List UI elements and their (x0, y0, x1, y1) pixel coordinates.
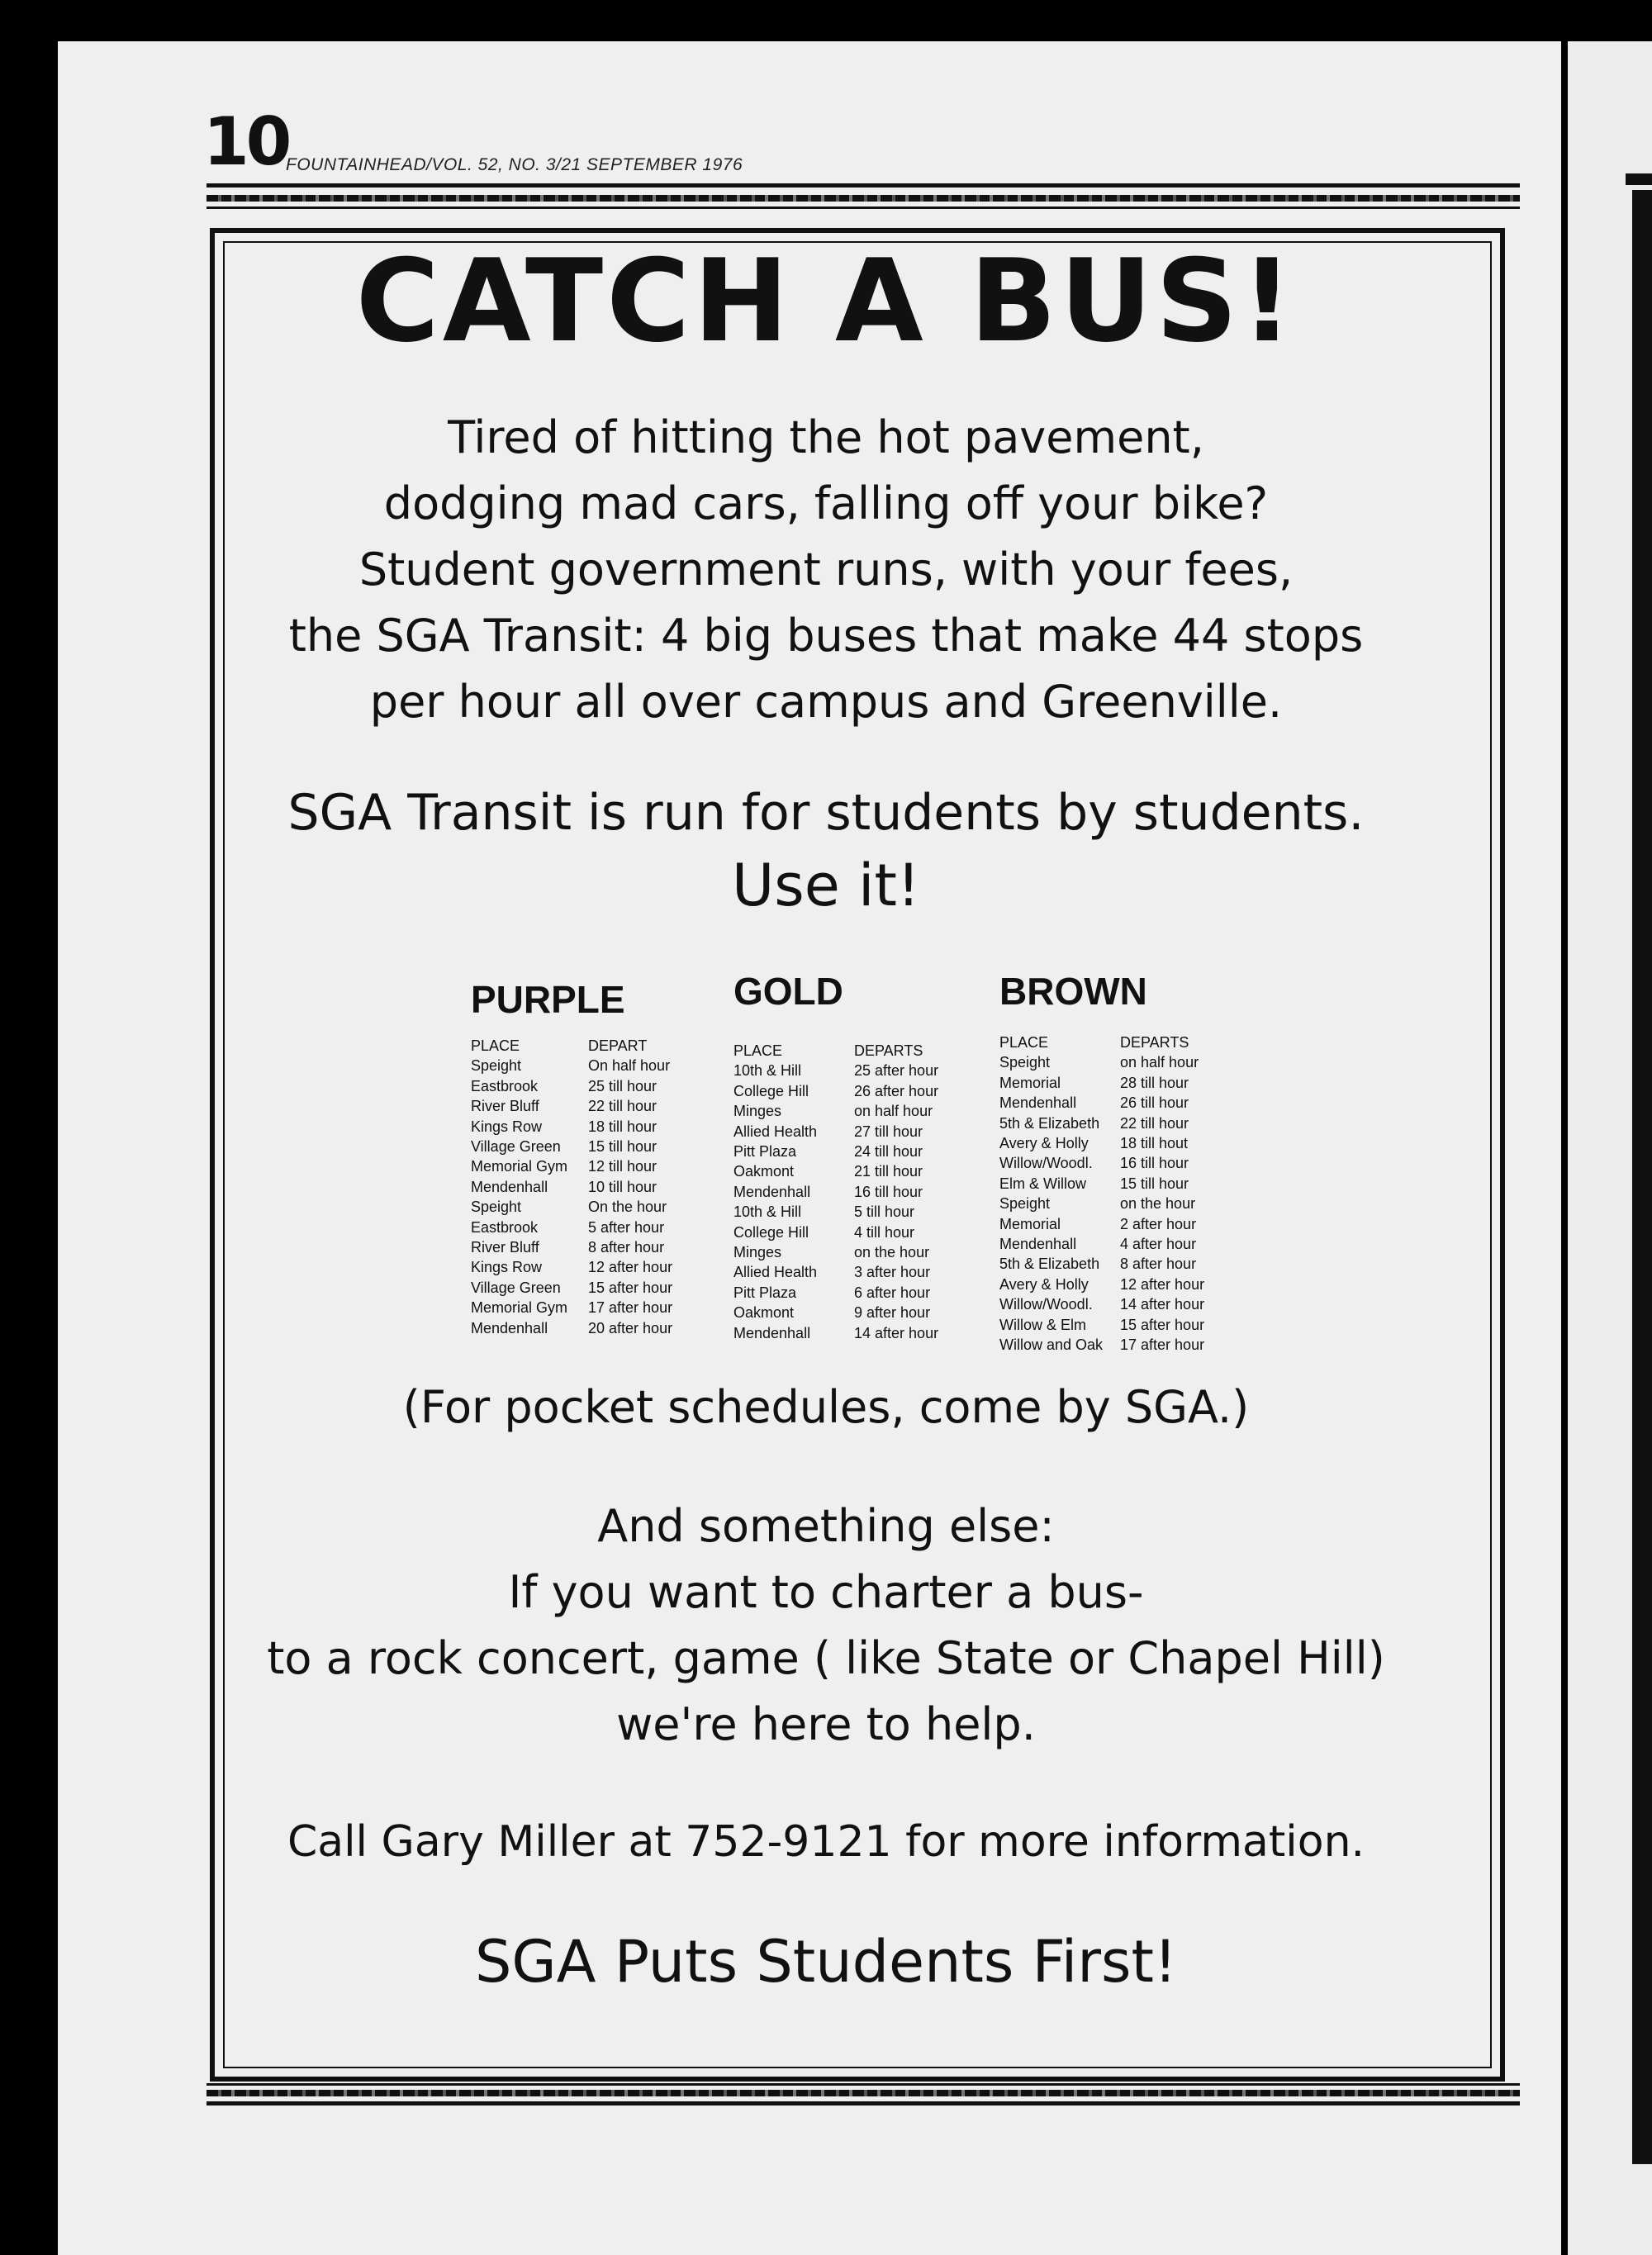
slogan: SGA Puts Students First! (475, 1928, 1177, 1996)
route-purple (471, 975, 712, 1338)
contact-line: Call Gary Miller at 752-9121 for more information. (287, 1817, 1365, 1867)
depart-time: 5 after hour (588, 1218, 665, 1236)
route-name: BROWN (999, 970, 1147, 1013)
stop-name: College Hill (733, 1082, 809, 1099)
depart-time: 4 after hour (1120, 1236, 1197, 1253)
depart-time: 4 till hour (854, 1223, 915, 1241)
depart-time: 25 after hour (854, 1062, 939, 1080)
stop-name: Speight (471, 1057, 522, 1075)
route-name: PURPLE (471, 978, 625, 1021)
depart-time: on half hour (854, 1103, 933, 1120)
stop-name: Willow & Elm (999, 1316, 1087, 1333)
pocket-note: (For pocket schedules, come by SGA.) (402, 1381, 1250, 1433)
bottom-border-pattern (206, 2090, 1520, 2096)
stop-name: Eastbrook (471, 1077, 539, 1094)
stop-name: Oakmont (733, 1163, 795, 1180)
stop-name: Minges (733, 1244, 782, 1261)
route-brown (999, 966, 1244, 1355)
stop-name: Allied Health (733, 1264, 818, 1281)
stop-name: Allied Health (733, 1123, 818, 1140)
depart-time: on the hour (1120, 1195, 1196, 1213)
stop-name: Oakmont (733, 1304, 795, 1322)
slogan-text (0, 1925, 1652, 1999)
stop-name: River Bluff (471, 1239, 539, 1256)
depart-time: 8 after hour (588, 1239, 665, 1256)
transit-line: SGA Transit is run for students by students. (287, 784, 1365, 842)
place-column (471, 1036, 588, 1338)
stop-name: 10th & Hill (733, 1062, 802, 1080)
charter-line: we're here to help. (616, 1698, 1036, 1750)
stop-name: Minges (733, 1103, 782, 1120)
stop-name: Village Green (471, 1138, 561, 1156)
depart-time: 25 till hour (588, 1077, 657, 1094)
contact-text (0, 1809, 1652, 1875)
depart-time: 14 after hour (854, 1324, 939, 1341)
stop-name: Willow/Woodl. (999, 1155, 1093, 1172)
route-name: GOLD (733, 970, 843, 1013)
depart-time: 6 after hour (854, 1284, 931, 1301)
top-rule-thin (206, 207, 1520, 209)
stop-name: Elm & Willow (999, 1175, 1087, 1192)
depart-time: 12 till hour (588, 1158, 657, 1175)
intro-line: dodging mad cars, falling off your bike? (383, 477, 1269, 529)
stop-name: Willow and Oak (999, 1336, 1104, 1354)
stop-name: 5th & Elizabeth (999, 1114, 1100, 1132)
charter-line: And something else: (597, 1500, 1055, 1552)
depart-time: 22 till hour (588, 1098, 657, 1115)
depart-time: 15 till hour (1120, 1175, 1189, 1192)
adjacent-page-edge (1568, 41, 1652, 2255)
depart-time: 15 till hour (588, 1138, 657, 1156)
depart-time: On half hour (588, 1057, 671, 1075)
stop-name: 5th & Elizabeth (999, 1256, 1100, 1273)
depart-time: 18 till hout (1120, 1135, 1189, 1152)
bottom-rule-thin (206, 2083, 1520, 2086)
depart-column (588, 1036, 712, 1338)
stop-name: Mendenhall (471, 1178, 548, 1195)
depart-time: 5 till hour (854, 1203, 915, 1221)
stop-name: Speight (999, 1054, 1051, 1071)
stop-name: Pitt Plaza (733, 1143, 797, 1161)
intro-text (0, 405, 1652, 735)
stop-name: Avery & Holly (999, 1275, 1089, 1293)
adjacent-page-mark (1626, 173, 1652, 185)
stop-name: Kings Row (471, 1259, 543, 1276)
column-header: DEPARTS (1120, 1034, 1189, 1051)
bottom-rule (206, 2101, 1520, 2105)
charter-line: If you want to charter a bus- (508, 1566, 1144, 1618)
depart-time: 17 after hour (1120, 1336, 1205, 1354)
page-number: 10 (203, 103, 289, 180)
depart-time: 3 after hour (854, 1264, 931, 1281)
depart-time: 22 till hour (1120, 1114, 1189, 1132)
masthead: FOUNTAINHEAD/VOL. 52, NO. 3/21 SEPTEMBER 1976 (286, 155, 743, 174)
charter-line: to a rock concert, game ( like State or Chapel Hill) (267, 1632, 1385, 1684)
top-border-pattern (206, 195, 1520, 202)
stop-name: Mendenhall (733, 1324, 811, 1341)
depart-time: 21 till hour (854, 1163, 923, 1180)
place-column (733, 1041, 854, 1343)
depart-time: 2 after hour (1120, 1215, 1197, 1232)
depart-time: 15 after hour (588, 1279, 673, 1296)
depart-time: On the hour (588, 1199, 667, 1216)
stop-name: College Hill (733, 1223, 809, 1241)
depart-column (854, 1041, 978, 1343)
depart-time: 18 till hour (588, 1118, 657, 1135)
stop-name: Mendenhall (999, 1094, 1077, 1112)
column-header: PLACE (733, 1042, 783, 1059)
stop-name: Willow/Woodl. (999, 1296, 1093, 1313)
depart-time: 20 after hour (588, 1319, 673, 1336)
depart-time: 12 after hour (588, 1259, 673, 1276)
stop-name: Memorial Gym (471, 1299, 568, 1317)
depart-time: on the hour (854, 1244, 930, 1261)
stop-name: Memorial Gym (471, 1158, 568, 1175)
intro-line: Tired of hitting the hot pavement, (448, 411, 1204, 463)
column-header: PLACE (999, 1034, 1049, 1051)
depart-time: 16 till hour (1120, 1155, 1189, 1172)
use-it: Use it! (732, 852, 920, 919)
charter-text (0, 1493, 1652, 1758)
transit-text (0, 780, 1652, 925)
stop-name: Eastbrook (471, 1218, 539, 1236)
stop-name: Memorial (999, 1215, 1061, 1232)
depart-time: 9 after hour (854, 1304, 931, 1322)
stop-name: Speight (999, 1195, 1051, 1213)
intro-line: the SGA Transit: 4 big buses that make 44 stops (288, 610, 1364, 662)
place-column (999, 1033, 1120, 1355)
depart-time: on half hour (1120, 1054, 1199, 1071)
stop-name: Pitt Plaza (733, 1284, 797, 1301)
stop-name: 10th & Hill (733, 1203, 802, 1221)
depart-time: 17 after hour (588, 1299, 673, 1317)
stop-name: Memorial (999, 1074, 1061, 1091)
depart-time: 27 till hour (854, 1123, 923, 1140)
depart-time: 14 after hour (1120, 1296, 1205, 1313)
depart-time: 28 till hour (1120, 1074, 1189, 1091)
stop-name: Mendenhall (733, 1183, 811, 1200)
column-header: DEPARTS (854, 1042, 923, 1059)
depart-time: 15 after hour (1120, 1316, 1205, 1333)
intro-line: per hour all over campus and Greenville. (369, 676, 1283, 728)
depart-time: 26 till hour (1120, 1094, 1189, 1112)
route-gold (733, 966, 978, 1343)
column-header: PLACE (471, 1037, 520, 1054)
stop-name: Speight (471, 1199, 522, 1216)
stop-name: Avery & Holly (999, 1135, 1089, 1152)
pocket-schedule-note (0, 1374, 1652, 1441)
depart-time: 10 till hour (588, 1178, 657, 1195)
depart-time: 16 till hour (854, 1183, 923, 1200)
stop-name: Mendenhall (999, 1236, 1077, 1253)
depart-time: 24 till hour (854, 1143, 923, 1161)
column-header: DEPART (588, 1037, 648, 1054)
depart-time: 12 after hour (1120, 1275, 1205, 1293)
stop-name: Kings Row (471, 1118, 543, 1135)
depart-column (1120, 1033, 1244, 1355)
depart-time: 8 after hour (1120, 1256, 1197, 1273)
ad-headline: CATCH A BUS! (355, 235, 1297, 368)
bus-schedule (471, 966, 1264, 1363)
intro-line: Student government runs, with your fees, (358, 544, 1294, 596)
top-rule (206, 183, 1520, 188)
stop-name: River Bluff (471, 1098, 539, 1115)
depart-time: 26 after hour (854, 1082, 939, 1099)
stop-name: Mendenhall (471, 1319, 548, 1336)
stop-name: Village Green (471, 1279, 561, 1296)
